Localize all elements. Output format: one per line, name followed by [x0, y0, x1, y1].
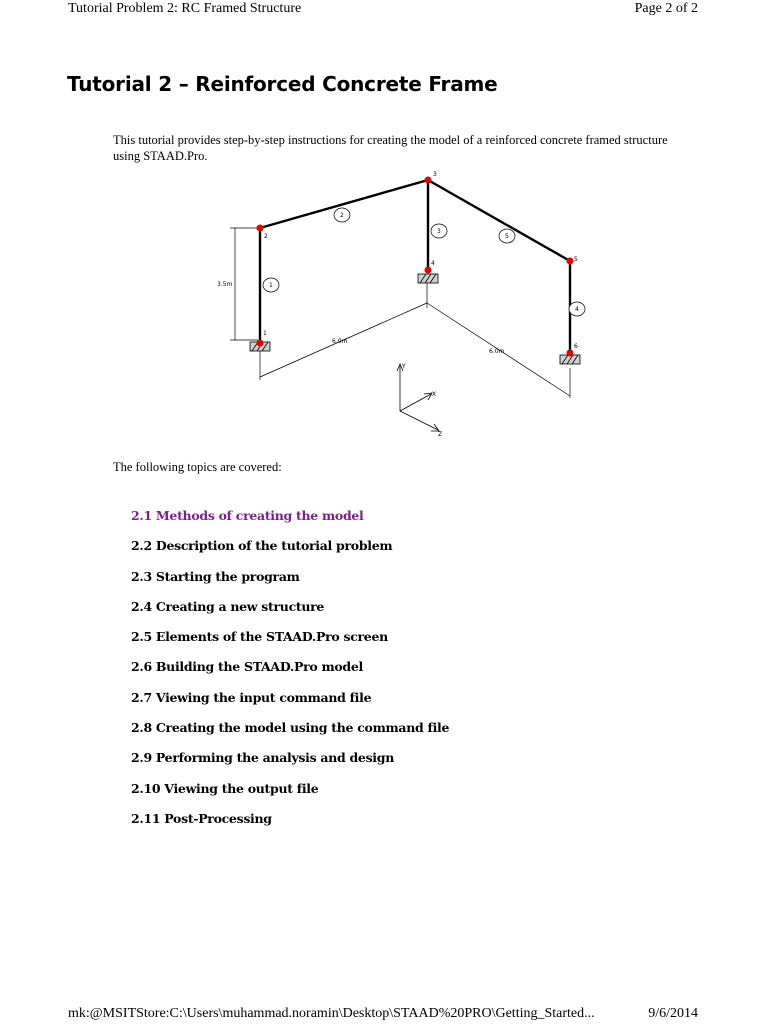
- page-title: Tutorial 2 – Reinforced Concrete Frame: [67, 72, 498, 96]
- topic-list: [131, 508, 449, 841]
- topic-item: [131, 599, 449, 629]
- z-span-dimension-label: 6.0m: [489, 348, 505, 355]
- member-label-1: 1: [269, 282, 273, 289]
- topic-item: [131, 690, 449, 720]
- nodes: [257, 177, 574, 357]
- member-label-4: 4: [575, 306, 579, 313]
- topic-item: [131, 569, 449, 599]
- topic-link-2-11[interactable]: 2.11 Post-Processing: [131, 810, 272, 826]
- member-label-3: 3: [437, 228, 441, 235]
- topic-link-2-3[interactable]: 2.3 Starting the program: [131, 568, 300, 584]
- topic-item: [131, 659, 449, 689]
- member-label-5: 5: [505, 233, 509, 240]
- topic-item: [131, 811, 449, 841]
- node-label-6: 6: [574, 343, 578, 350]
- member-5: [428, 180, 570, 261]
- topic-link-2-1[interactable]: 2.1 Methods of creating the model: [131, 508, 364, 523]
- x-axis-label: X: [432, 391, 437, 398]
- z-axis-label: Z: [438, 431, 443, 438]
- topic-link-2-4[interactable]: 2.4 Creating a new structure: [131, 598, 325, 614]
- node-label-2: 2: [264, 233, 268, 240]
- height-dimension-label: 3.5m: [217, 281, 233, 288]
- topic-item: [131, 781, 449, 811]
- covered-intro: The following topics are covered:: [113, 460, 282, 474]
- y-axis-label: Y: [402, 363, 406, 370]
- topic-link-2-9[interactable]: 2.9 Performing the analysis and design: [131, 750, 394, 766]
- topic-link-2-8[interactable]: 2.8 Creating the model using the command file: [131, 720, 450, 736]
- topic-link-2-10[interactable]: 2.10 Viewing the output file: [131, 780, 319, 796]
- x-span-dimension-label: 6.0m: [332, 338, 348, 345]
- footer-date: 9/6/2014: [648, 1006, 698, 1021]
- intro-paragraph: This tutorial provides step-by-step instructions for creating the model of a reinforced concrete framed structure using STAAD.Pro.: [113, 132, 668, 163]
- topic-link-2-7[interactable]: 2.7 Viewing the input command file: [131, 689, 372, 705]
- topic-link-2-6[interactable]: 2.6 Building the STAAD.Pro model: [131, 659, 363, 675]
- topic-item: [131, 750, 449, 780]
- page-header-title: Tutorial Problem 2: RC Framed Structure: [68, 1, 302, 16]
- topic-item: [131, 629, 449, 659]
- member-label-2: 2: [340, 212, 344, 219]
- node-label-5: 5: [574, 256, 578, 263]
- topic-item: [131, 508, 449, 538]
- node-label-1: 1: [263, 330, 267, 337]
- frame-diagram: [210, 168, 590, 443]
- supports: [250, 274, 580, 364]
- topic-item: [131, 538, 449, 568]
- node-label-4: 4: [431, 260, 435, 267]
- topic-link-2-5[interactable]: 2.5 Elements of the STAAD.Pro screen: [131, 629, 388, 645]
- footer-path: mk:@MSITStore:C:\Users\muhammad.noramin\Desktop\STAAD%20PRO\Getting_Started...: [68, 1006, 595, 1021]
- topic-item: [131, 720, 449, 750]
- page-indicator: Page 2 of 2: [634, 1, 698, 16]
- node-label-3: 3: [433, 171, 437, 178]
- topic-link-2-2[interactable]: 2.2 Description of the tutorial problem: [131, 538, 393, 554]
